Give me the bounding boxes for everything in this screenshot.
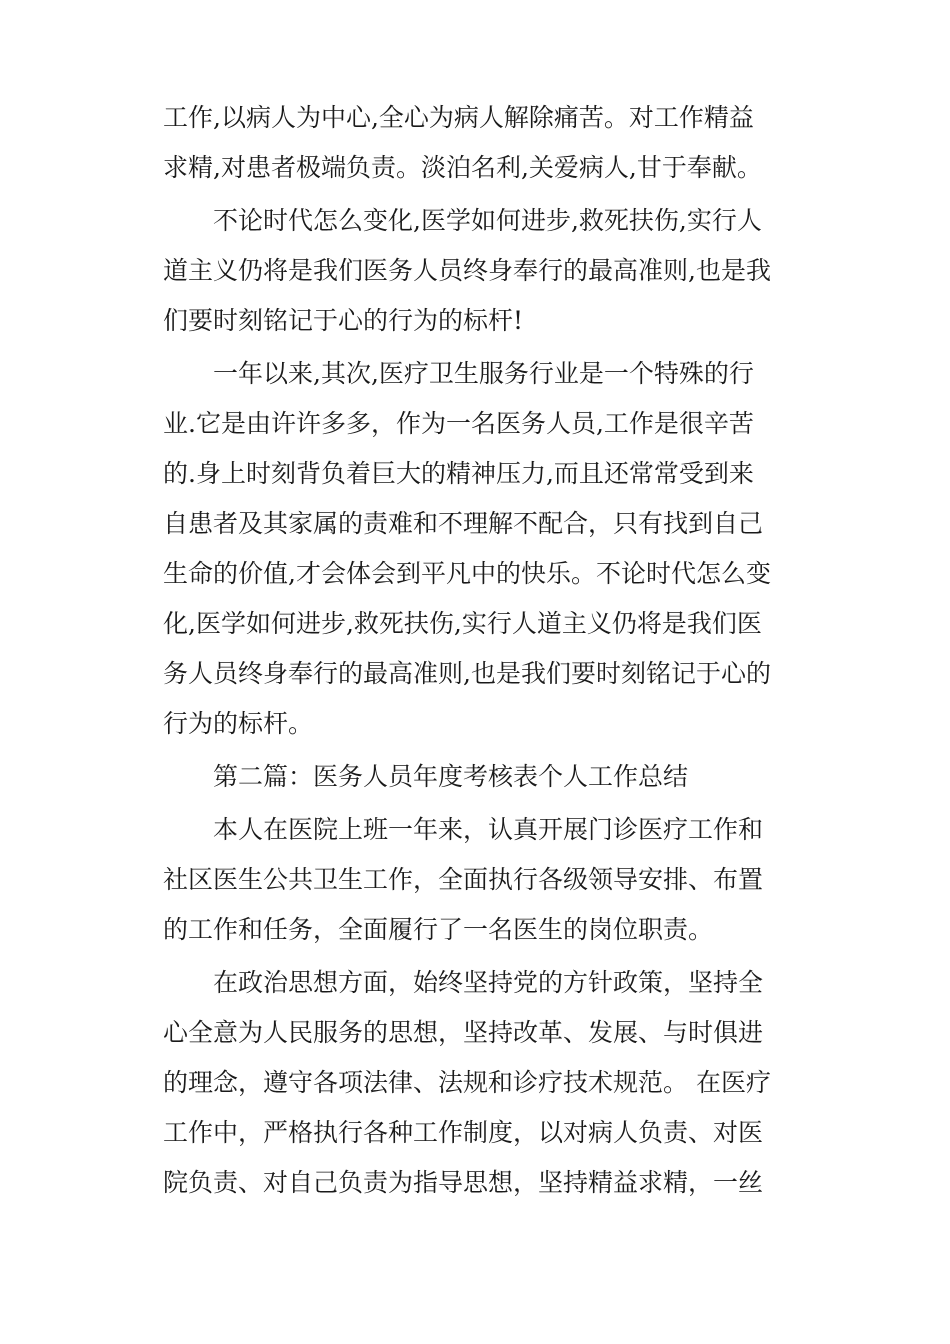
paragraph-3 (163, 349, 791, 749)
text-line: 自患者及其家属的责难和不理解不配合，只有找到自己 (163, 509, 764, 538)
text-line: 行为的标杆。 (163, 709, 314, 738)
text-line: 化,医学如何进步,救死扶伤,实行人道主义仍将是我们医 (163, 609, 762, 638)
section-title: 第二篇：医务人员年度考核表个人工作总结 (213, 762, 689, 791)
paragraph-2 (163, 196, 791, 346)
text-line: 本人在医院上班一年来，认真开展门诊医疗工作和 (213, 815, 764, 844)
text-line: 求精,对患者极端负责。淡泊名利,关爱病人,甘于奉献。 (163, 153, 762, 182)
text-line: 的工作和任务，全面履行了一名医生的岗位职责。 (163, 915, 714, 944)
section-heading (163, 752, 791, 802)
text-line: 的理念，遵守各项法律、法规和诊疗技术规范。 在医疗 (163, 1068, 771, 1097)
text-line: 不论时代怎么变化,医学如何进步,救死扶伤,实行人 (213, 206, 762, 235)
text-line: 心全意为人民服务的思想，坚持改革、发展、与时俱进 (163, 1018, 764, 1047)
text-line: 们要时刻铭记于心的行为的标杆! (163, 306, 524, 335)
text-line: 社区医生公共卫生工作，全面执行各级领导安排、布置 (163, 865, 764, 894)
document-body (163, 93, 791, 1208)
text-line: 生命的价值,才会体会到平凡中的快乐。不论时代怎么变 (163, 559, 771, 588)
text-line: 工作,以病人为中心,全心为病人解除痛苦。对工作精益 (163, 103, 754, 132)
text-line: 务人员终身奉行的最高准则,也是我们要时刻铭记于心的 (163, 659, 771, 688)
paragraph-5 (163, 805, 791, 955)
text-line: 在政治思想方面，始终坚持党的方针政策，坚持全 (213, 968, 764, 997)
paragraph-1 (163, 93, 791, 193)
paragraph-6 (163, 958, 791, 1208)
text-line: 一年以来,其次,医疗卫生服务行业是一个特殊的行 (213, 359, 754, 388)
text-line: 的.身上时刻背负着巨大的精神压力,而且还常常受到来 (163, 459, 754, 488)
text-line: 工作中，严格执行各种工作制度，以对病人负责、对医 (163, 1118, 764, 1147)
text-line: 业.它是由许许多多，作为一名医务人员,工作是很辛苦 (163, 409, 754, 438)
text-line: 院负责、对自己负责为指导思想，坚持精益求精，一丝 (163, 1168, 764, 1197)
text-line: 道主义仍将是我们医务人员终身奉行的最高准则,也是我 (163, 256, 771, 285)
